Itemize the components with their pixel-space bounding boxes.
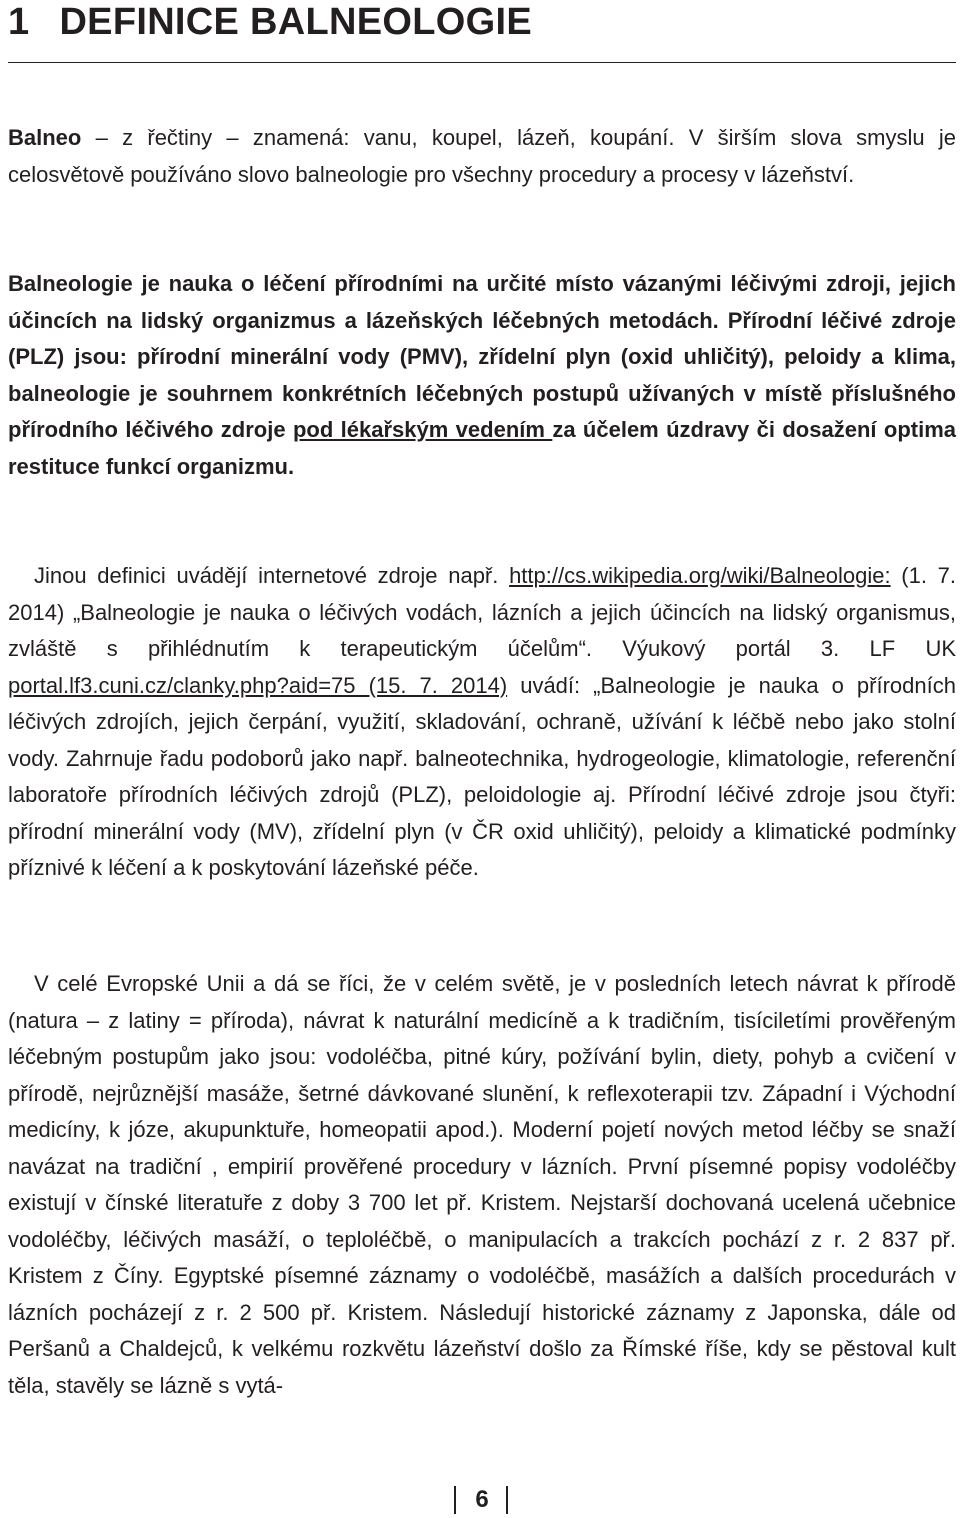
internet-text-b: (1. 7. 2014) „Balneologie je nauka o léčivých vodách, lázních a jejich účincích na lidský organismus, zvláště s přihlédnutím k terapeutickým účelům“. Výukový portál 3. LF UK xyxy=(8,563,956,661)
paragraph-balneo-text: – z řečtiny – znamená: vanu, koupel, lázeň, koupání. V širším slova smyslu je celosvětově používáno slovo balneologie pro všechny procedury a procesy v lázeňství. xyxy=(8,125,956,187)
wikipedia-link[interactable]: http://cs.wikipedia.org/wiki/Balneologie: xyxy=(509,563,891,588)
footer-right-bar xyxy=(506,1486,508,1514)
heading-divider xyxy=(8,62,956,63)
term-balneo: Balneo xyxy=(8,125,82,150)
portal-link[interactable]: portal.lf3.cuni.cz/clanky.php?aid=75 (15. 7. 2014) xyxy=(8,672,508,698)
chapter-title: DEFINICE BALNEOLOGIE xyxy=(59,1,533,43)
footer-left-bar xyxy=(454,1486,456,1514)
chapter-number: 1 xyxy=(8,1,30,43)
internet-text-c: uvádí: „Balneologie je nauka o přírodních léčivých zdrojích, jejich čerpání, využití, skladování, ochraně, užívání k léčbě nebo jako stolní vody. Zahrnuje řadu podoborů jako např. balneotechnika, hydrogeologie, klimatologie, referenční laboratoře přírodních léčivých zdrojů (PLZ), peloidologie aj. Přírodní léčivé zdroje jsou čtyři: přírodní minerální vody (MV), zřídelní plyn (v ČR oxid uhličitý), peloidy a klimatické podmínky příznivé k léčení a k poskytování lázeňské péče. xyxy=(8,672,956,880)
paragraph-balneo xyxy=(8,120,956,193)
history-text: V celé Evropské Unii a dá se říci, že v celém světě, je v posledních letech návrat k přírodě (natura – z latiny = příroda), návrat k naturální medicíně a k tradičním, tisíciletími prověřeným léčebným postupům jako jsou: vodoléčba, pitné kúry, požívání bylin, diety, pohyb a cvičení v přírodě, nejrůznější masáže, šetrné dávkované slunění, k reflexoterapii tzv. Západní i Východní medicíny, k józe, akupunktuře, homeopatii apod.). Moderní pojetí nových metod léčby se snaží navázat na tradiční , empirií prověřené procedury v lázních. První písemné popisy vodoléčby existují v čínské literatuře z doby 3 700 let př. Kristem. Nejstarší dochovaná ucelená učebnice vodoléčby, léčivých masáží, o teploléčbě, o manipulacích a trakcích pochází z r. 2 837 př. Kristem z Číny. Egyptské písemné záznamy o vodoléčbě, masážích a dalších procedurách v lázních pocházejí z r. 2 500 př. Kristem. Následují historické záznamy z Japonska, dále od Peršanů a Chaldejců, k velkému rozkvětu lázeňství došlo za Římské říše, kdy se pěstoval kult těla, stavěly se lázně s vytá- xyxy=(8,971,956,1398)
definition-underlined: pod lékařským vedením xyxy=(292,417,553,442)
page-footer xyxy=(0,1482,960,1518)
definition-text-a: Balneologie je nauka o léčení přírodními na určité místo vázanými léčivými zdroji, jejich účincích na lidský organizmus a lázeňských léčebných metodách. Přírodní léčivé zdroje (PLZ) jsou: přírodní minerální vody (PMV), zřídelní plyn (oxid uhličitý), peloidy a klima, balneologie je souhrnem konkrétních léčebných postupů užívaných v místě příslušného přírodního léčivého zdroje xyxy=(8,271,956,442)
paragraph-history xyxy=(8,966,956,1404)
paragraph-definition xyxy=(8,266,956,485)
paragraph-internet-definitions xyxy=(8,558,956,887)
definition-text-b: za účelem úzdravy či dosažení optima restituce funkcí organizmu. xyxy=(8,417,956,479)
internet-text-a: Jinou definici uvádějí internetové zdroje např. xyxy=(34,563,510,588)
page-number: 6 xyxy=(475,1486,489,1513)
chapter-heading xyxy=(8,0,532,44)
